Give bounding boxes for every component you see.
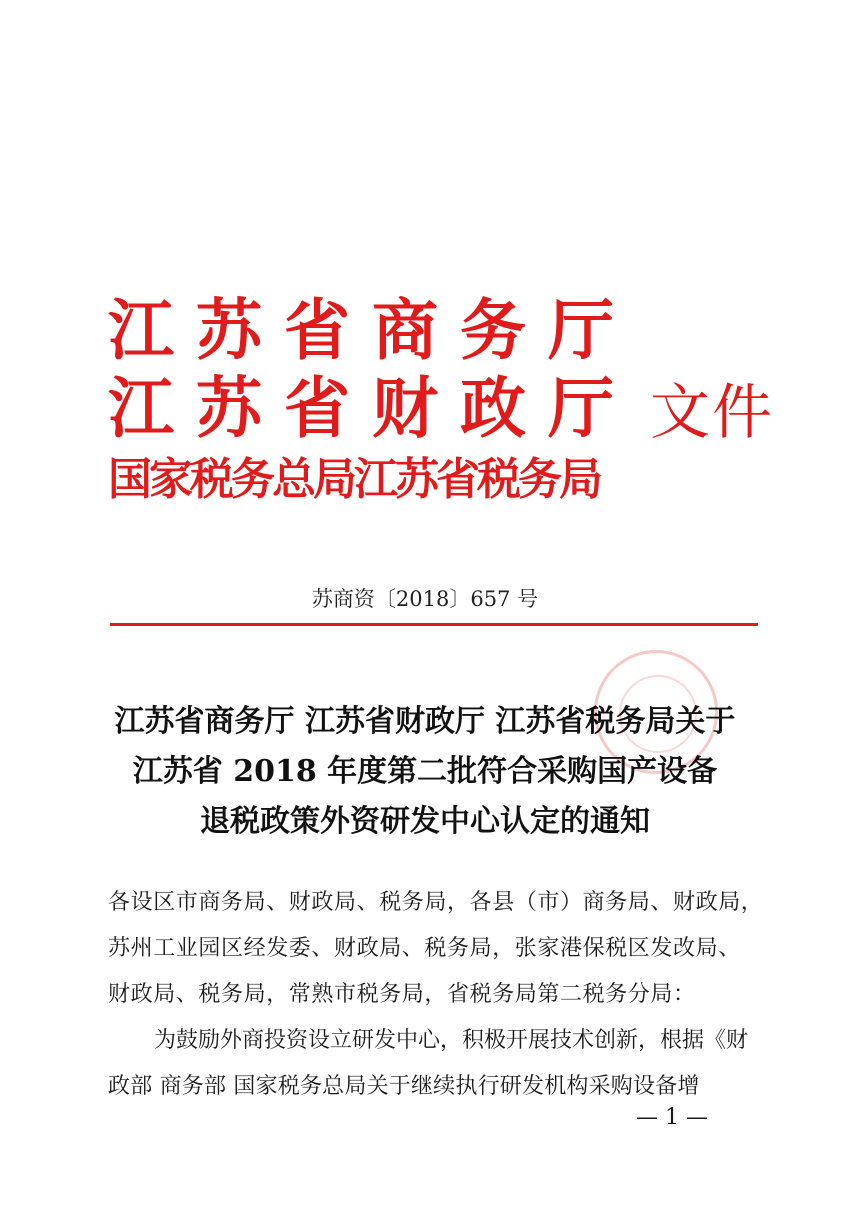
notice-title-line-1: 江苏省商务厅 江苏省财政厅 江苏省税务局关于 xyxy=(114,704,736,739)
issuer-tax-bureau: 国家税务总局江苏省税务局 xyxy=(108,454,600,505)
body-line-3: 财政局、税务局，常熟市税务局，省税务局第二税务分局： xyxy=(108,982,696,1007)
issuer-commerce-department: 江苏省商务厅 xyxy=(108,291,636,369)
document-number: 苏商资〔2018〕657 号 xyxy=(311,587,539,611)
issuer-finance-department: 江苏省财政厅 xyxy=(108,369,636,447)
notice-title-line-3: 退税政策外资研发中心认定的通知 xyxy=(200,804,650,839)
body-line-1: 各设区市商务局、财政局、税务局，各县（市）商务局、财政局， xyxy=(108,890,764,915)
body-line-2: 苏州工业园区经发委、财政局、税务局，张家港保税区发改局、 xyxy=(108,936,741,961)
page-number: — 1 — xyxy=(636,1105,708,1130)
document-type-label: 文件 xyxy=(650,378,774,448)
red-divider xyxy=(110,623,758,626)
notice-title-line-2: 江苏省 2018 年度第二批符合采购国产设备 xyxy=(132,754,718,789)
body-line-4: 为鼓励外商投资设立研发中心，积极开展技术创新，根据《财 xyxy=(154,1028,749,1053)
body-line-5: 政部 商务部 国家税务总局关于继续执行研发机构采购设备增 xyxy=(108,1074,700,1099)
